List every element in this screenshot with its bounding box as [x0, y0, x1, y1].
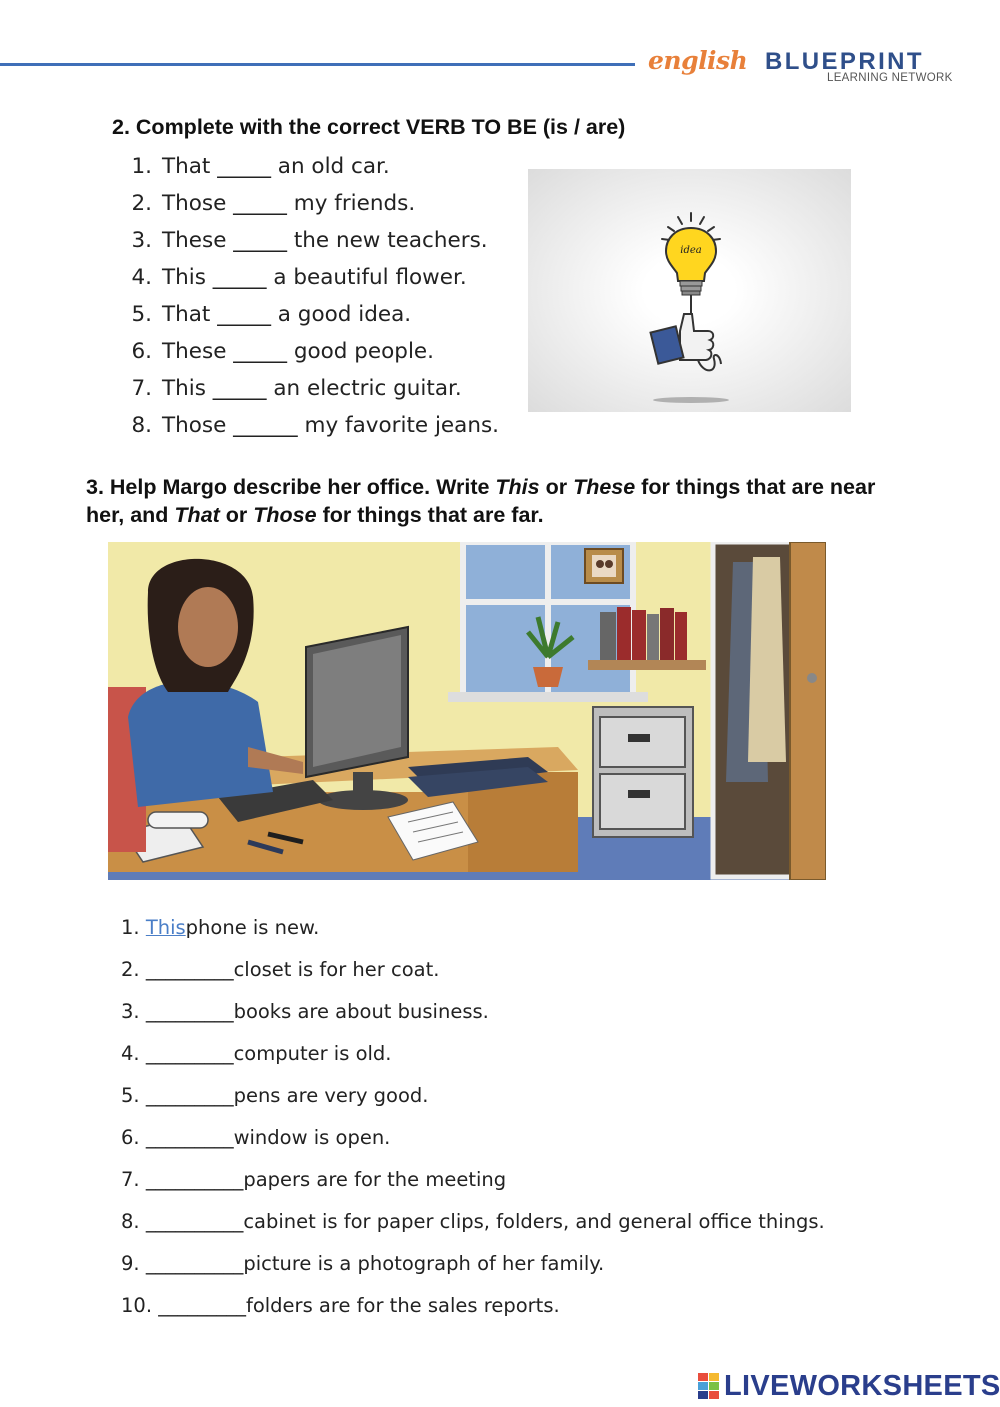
item-number: 5.	[131, 302, 152, 327]
list-item	[116, 185, 499, 222]
title-part: for things that are near her, and	[86, 475, 876, 527]
list-item	[116, 148, 499, 185]
title-part: or	[219, 503, 254, 527]
item-number: 4.	[121, 1041, 140, 1065]
idea-lightbulb-image	[528, 169, 851, 412]
list-item	[121, 1032, 825, 1074]
item-number: 5.	[121, 1083, 140, 1107]
list-item	[121, 1074, 825, 1116]
liveworksheets-wordmark: LIVEWORKSHEETS	[724, 1369, 1000, 1402]
filing-cabinet-icon	[593, 707, 693, 837]
item-number: 8.	[121, 1209, 140, 1233]
answer-field[interactable]: This	[145, 915, 186, 939]
item-text[interactable]: These _____ good people.	[162, 339, 434, 364]
header-rule	[0, 63, 635, 66]
list-item	[121, 990, 825, 1032]
answer-blank[interactable]: _________	[158, 1293, 246, 1317]
answer-blank[interactable]: _________	[145, 999, 234, 1023]
answer-blank[interactable]: __________	[145, 1209, 244, 1233]
list-item	[116, 222, 499, 259]
item-text: pens are very good.	[233, 1083, 429, 1107]
title-part: or	[539, 475, 574, 499]
item-text[interactable]: That _____ a good idea.	[162, 302, 412, 327]
list-item	[116, 296, 499, 333]
list-item	[121, 1116, 825, 1158]
item-text: window is open.	[233, 1125, 391, 1149]
title-those: Those	[253, 503, 317, 527]
item-number: 8.	[131, 413, 152, 438]
item-number: 7.	[121, 1167, 140, 1191]
title-that: That	[174, 503, 220, 527]
item-text: books are about business.	[233, 999, 489, 1023]
list-item	[121, 948, 825, 990]
list-item	[116, 370, 499, 407]
item-number: 6.	[131, 339, 152, 364]
item-number: 3.	[121, 999, 140, 1023]
closet-icon	[713, 542, 826, 880]
brand-bold: BLUEPRINT	[765, 48, 924, 75]
item-number: 2.	[131, 191, 152, 216]
list-item	[121, 1158, 825, 1200]
item-number: 6.	[121, 1125, 140, 1149]
title-part: for things that are far.	[316, 503, 544, 527]
title-part: 3. Help Margo describe her office. Write	[86, 475, 496, 499]
item-text: phone is new.	[185, 915, 320, 939]
family-photo-icon	[585, 549, 623, 583]
item-text[interactable]: This _____ a beautiful flower.	[162, 265, 467, 290]
item-number: 10.	[121, 1293, 153, 1317]
item-text: cabinet is for paper clips, folders, and general office things.	[243, 1209, 825, 1233]
list-item	[121, 1242, 825, 1284]
item-number: 1.	[121, 915, 140, 939]
lightbulb-icon	[662, 213, 720, 314]
item-number: 1.	[131, 154, 152, 179]
answer-blank[interactable]: _________	[145, 1083, 234, 1107]
brand-sub: LEARNING NETWORK	[827, 72, 953, 84]
item-number: 4.	[131, 265, 152, 290]
answer-blank[interactable]: __________	[145, 1251, 244, 1275]
liveworksheets-grid-icon	[698, 1373, 720, 1399]
list-item	[121, 1284, 825, 1326]
office-illustration	[108, 542, 826, 880]
answer-blank[interactable]: _________	[145, 957, 234, 981]
list-item	[116, 259, 499, 296]
item-text: folders are for the sales reports.	[245, 1293, 560, 1317]
item-number: 7.	[131, 376, 152, 401]
english-blueprint-logo	[648, 46, 958, 86]
item-text[interactable]: That _____ an old car.	[162, 154, 390, 179]
list-item	[121, 906, 825, 948]
list-item	[116, 407, 499, 444]
list-item	[116, 333, 499, 370]
item-number: 2.	[121, 957, 140, 981]
exercise3-title	[86, 473, 916, 529]
exercise2-title: 2. Complete with the correct VERB TO BE (is / are)	[112, 115, 626, 139]
item-text[interactable]: Those _____ my friends.	[162, 191, 416, 216]
title-these: These	[573, 475, 636, 499]
liveworksheets-logo	[698, 1368, 1000, 1404]
item-text[interactable]: This _____ an electric guitar.	[162, 376, 462, 401]
idea-label: idea	[680, 245, 702, 256]
brand-script: english	[648, 46, 748, 75]
item-text: papers are for the meeting	[243, 1167, 507, 1191]
list-item	[121, 1200, 825, 1242]
item-number: 9.	[121, 1251, 140, 1275]
exercise3-list	[121, 906, 825, 1326]
answer-blank[interactable]: _________	[145, 1041, 234, 1065]
thumbs-up-icon	[651, 314, 721, 370]
item-text: picture is a photograph of her family.	[243, 1251, 605, 1275]
item-text[interactable]: Those ______ my favorite jeans.	[162, 413, 499, 438]
item-text: computer is old.	[233, 1041, 392, 1065]
title-this: This	[495, 475, 540, 499]
item-number: 3.	[131, 228, 152, 253]
answer-blank[interactable]: __________	[145, 1167, 244, 1191]
item-text: closet is for her coat.	[233, 957, 440, 981]
item-text[interactable]: These _____ the new teachers.	[162, 228, 488, 253]
exercise2-list	[116, 148, 499, 444]
answer-blank[interactable]: _________	[145, 1125, 234, 1149]
